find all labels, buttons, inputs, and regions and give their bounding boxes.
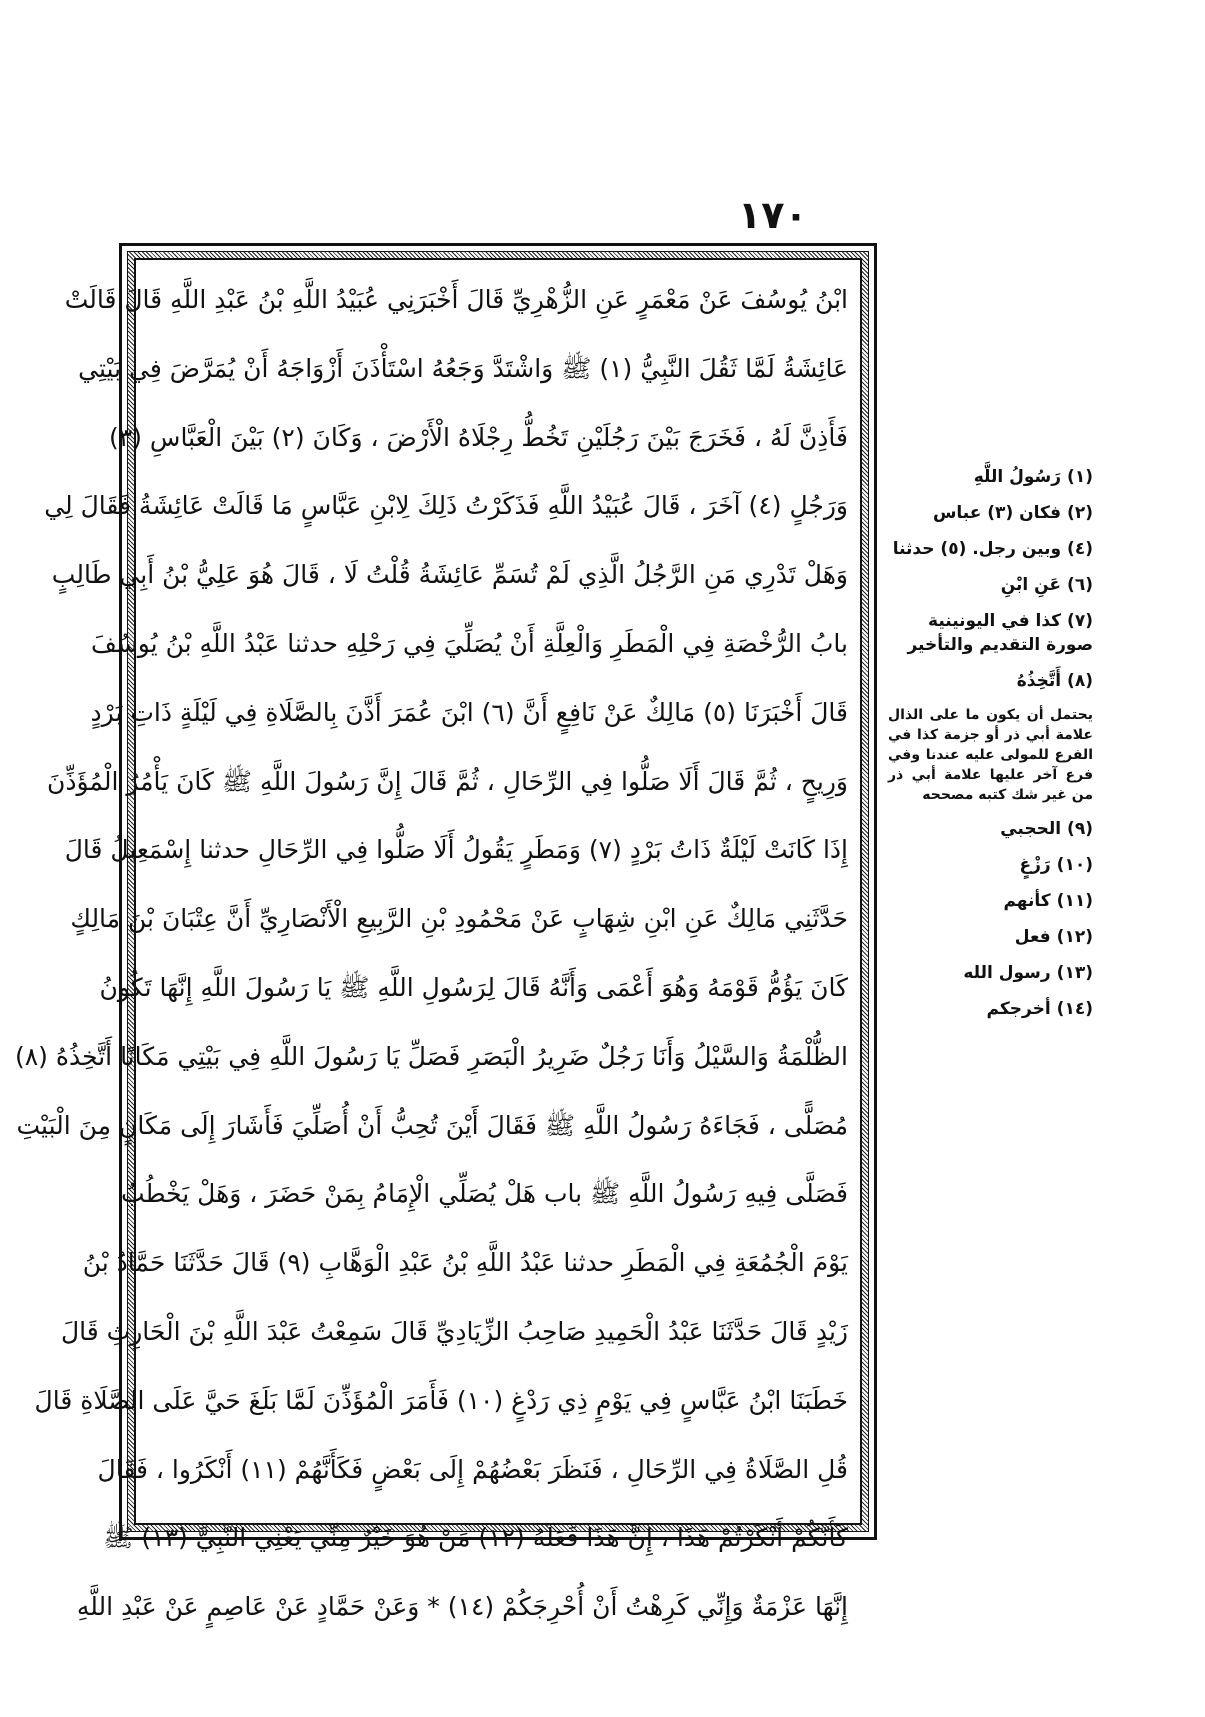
footnote-number: (٩): [1067, 819, 1093, 839]
footnote-number: (١٠): [1056, 855, 1093, 875]
footnote-text: عَنِ ابْنِ: [1000, 575, 1062, 595]
footnote-text: أَتَّخِذُهُ: [1016, 671, 1062, 691]
text-line: خَطَبَنَا ابْنُ عَبَّاسٍ فِي يَوْمٍ ذِي رَدْغٍ (١٠) فَأَمَرَ الْمُؤَذِّنَ لَمَّا بَلَغَ حَيَّ عَلَى الصَّلَاةِ قَالَ: [34, 1385, 848, 1415]
text-line: كَانَ يَؤُمُّ قَوْمَهُ وَهُوَ أَعْمَى وَأَنَّهُ قَالَ لِرَسُولِ اللَّهِ ﷺ يَا رَسُولَ اللَّهِ إِنَّهَا تَكُونُ: [99, 972, 848, 1002]
footnote-text: فعل: [1014, 927, 1051, 947]
footnotes-column: [888, 465, 1093, 1033]
footnote-text: فكان (٣) عباس: [932, 503, 1062, 523]
text-line: وَرَجُلٍ (٤) آخَرَ ، قَالَ عُبَيْدُ اللَّهِ فَذَكَرْتُ ذَلِكَ لِابْنِ عَبَّاسٍ مَا قَالَتْ عَائِشَةُ فَقَالَ لِي: [44, 491, 848, 521]
text-line: قَالَ أَخْبَرَنَا (٥) مَالِكٌ عَنْ نَافِعٍ أَنَّ (٦) ابْنَ عُمَرَ أَذَّنَ بِالصَّلَاةِ فِي لَيْلَةٍ ذَاتِ بَرْدٍ: [90, 697, 848, 727]
footnote: [888, 817, 1093, 841]
text-line: إِذَا كَانَتْ لَيْلَةٌ ذَاتُ بَرْدٍ (٧) وَمَطَرٍ يَقُولُ أَلَا صَلُّوا فِي الرِّحَالِ حدثنا إِسْمَعِيلُ قَالَ: [64, 835, 848, 865]
footnote: [888, 669, 1093, 693]
footnote: [888, 853, 1093, 877]
footnote: [888, 573, 1093, 597]
text-frame: [14, 243, 877, 1622]
footnote-number: (١٤): [1056, 999, 1093, 1019]
text-line: وَرِيحٍ ، ثُمَّ قَالَ أَلَا صَلُّوا فِي الرِّحَالِ ، ثُمَّ قَالَ إِنَّ رَسُولَ اللَّهِ ﷺ كَانَ يَأْمُرُ الْمُؤَذِّنَ: [47, 766, 848, 796]
footnote-text: يحتمل أن يكون ما على الذال علامة أبي ذر أو جزمة كذا في الفرع للمولى عليه عندنا وفي فرع آخر عليها علامة أبي ذر من غير شك كتبه مصححه: [888, 707, 1093, 803]
text-line: قُلِ الصَّلَاةُ فِي الرِّحَالِ ، فَنَظَرَ بَعْضُهُمْ إِلَى بَعْضٍ فَكَأَنَّهُمْ (١١) أَنْكَرُوا ، فَقَالَ: [97, 1454, 848, 1484]
footnote-number: (١١): [1056, 891, 1093, 911]
text-block: [14, 258, 862, 1622]
footnote: [888, 501, 1093, 525]
text-line: حَدَّثَنِي مَالِكٌ عَنِ ابْنِ شِهَابٍ عَنْ مَحْمُودِ بْنِ الرَّبِيعِ الْأَنْصَارِيِّ أَنَّ عِتْبَانَ بْنَ مَالِكٍ: [70, 904, 848, 934]
text-line: مُصَلًّى ، فَجَاءَهُ رَسُولُ اللَّهِ ﷺ فَقَالَ أَيْنَ تُحِبُّ أَنْ أُصَلِّيَ فَأَشَارَ إِلَى مَكَانٍ مِنَ الْبَيْتِ: [16, 1110, 848, 1140]
footnote-text: أخرجكم: [986, 999, 1051, 1019]
footnote-text: رَزْغٍ: [1019, 855, 1051, 875]
text-line: يَوْمَ الْجُمُعَةِ فِي الْمَطَرِ حدثنا عَبْدُ اللَّهِ بْنُ عَبْدِ الْوَهَّابِ (٩) قَالَ حَدَّثَنَا حَمَّادُ بْنُ: [82, 1248, 848, 1278]
text-line: فَصَلَّى فِيهِ رَسُولُ اللَّهِ ﷺ باب هَلْ يُصَلِّي الْإِمَامُ بِمَنْ حَضَرَ ، وَهَلْ يَخْطُبُ: [121, 1179, 848, 1209]
footnote-number: (٧): [1067, 611, 1093, 631]
footnote-text: كأنهم: [1003, 891, 1051, 911]
frame-border: [14, 251, 869, 1622]
footnote-number: (٦): [1067, 575, 1093, 595]
text-line: كَأَنَّكُمْ أَنْكَرْتُمْ هَذَا ، إِنَّ هَذَا فَعَلَهُ (١٢) مَنْ هُوَ خَيْرٌ مِنِّي يَعْنِي النَّبِيَّ (١٣) ﷺ: [103, 1523, 848, 1553]
footnote-number: (١): [1067, 467, 1093, 487]
footnote-text: رَسُولُ اللَّهِ: [973, 467, 1062, 487]
footnote-number: (٤): [1067, 539, 1093, 559]
main-text: [14, 266, 848, 1622]
footnote-number: (٨): [1067, 671, 1093, 691]
footnote-text: كذا في اليونينية صورة التقديم والتأخير: [907, 611, 1093, 655]
footnote-text: الحجبي: [1000, 819, 1062, 839]
footnote-number: (١٣): [1056, 963, 1093, 983]
text-line: ابْنُ يُوسُفَ عَنْ مَعْمَرٍ عَنِ الزُّهْرِيِّ قَالَ أَخْبَرَنِي عُبَيْدُ اللَّهِ بْنُ عَبْدِ اللَّهِ قَالَ قَالَتْ: [64, 285, 848, 314]
footnote-remark: [888, 705, 1093, 805]
text-line: الظُّلْمَةُ وَالسَّيْلُ وَأَنَا رَجُلٌ ضَرِيرُ الْبَصَرِ فَصَلِّ يَا رَسُولَ اللَّهِ فِي بَيْتِي مَكَانًا أَتَّخِذُهُ (٨): [14, 1041, 848, 1071]
text-line: إِنَّهَا عَزْمَةٌ وَإِنِّي كَرِهْتُ أَنْ أُحْرِجَكُمْ (١٤) * وَعَنْ حَمَّادٍ عَنْ عَاصِمٍ عَنْ عَبْدِ اللَّهِ: [76, 1592, 848, 1622]
footnote: [888, 537, 1093, 561]
footnote: [888, 609, 1093, 657]
footnote-text: رسول الله: [963, 963, 1051, 983]
text-line: عَائِشَةُ لَمَّا ثَقُلَ النَّبِيُّ (١) ﷺ وَاشْتَدَّ وَجَعُهُ اسْتَأْذَنَ أَزْوَاجَهُ أَنْ يُمَرَّضَ فِي بَيْتِي: [78, 353, 848, 383]
text-line: بابُ الرُّخْصَةِ فِي الْمَطَرِ وَالْعِلَّةِ أَنْ يُصَلِّيَ فِي رَحْلِهِ حدثنا عَبْدُ اللَّهِ بْنُ يُوسُفَ: [90, 628, 848, 658]
footnote: [888, 889, 1093, 913]
text-line: وَهَلْ تَدْرِي مَنِ الرَّجُلُ الَّذِي لَمْ تُسَمِّ عَائِشَةُ قُلْتُ لَا ، قَالَ هُوَ عَلِيُّ بْنُ أَبِي طَالِبٍ: [51, 560, 848, 590]
footnote: [888, 465, 1093, 489]
footnote-number: (٢): [1067, 503, 1093, 523]
text-line: فَأَذِنَّ لَهُ ، فَخَرَجَ بَيْنَ رَجُلَيْنِ تَخُطُّ رِجْلَاهُ الْأَرْضَ ، وَكَانَ (٢) بَيْنَ الْعَبَّاسِ (٣): [109, 422, 848, 452]
footnote: [888, 997, 1093, 1021]
footnote: [888, 961, 1093, 985]
footnote: [888, 925, 1093, 949]
text-line: زَيْدٍ قَالَ حَدَّثَنَا عَبْدُ الْحَمِيدِ صَاحِبُ الزِّيَادِيِّ قَالَ سَمِعْتُ عَبْدَ اللَّهِ بْنَ الْحَارِثِ قَالَ: [61, 1316, 848, 1346]
page-number: ١٧٠: [738, 193, 808, 237]
footnote-text: وبين رجل. (٥) حدثنا: [892, 539, 1062, 559]
footnote-number: (١٢): [1056, 927, 1093, 947]
